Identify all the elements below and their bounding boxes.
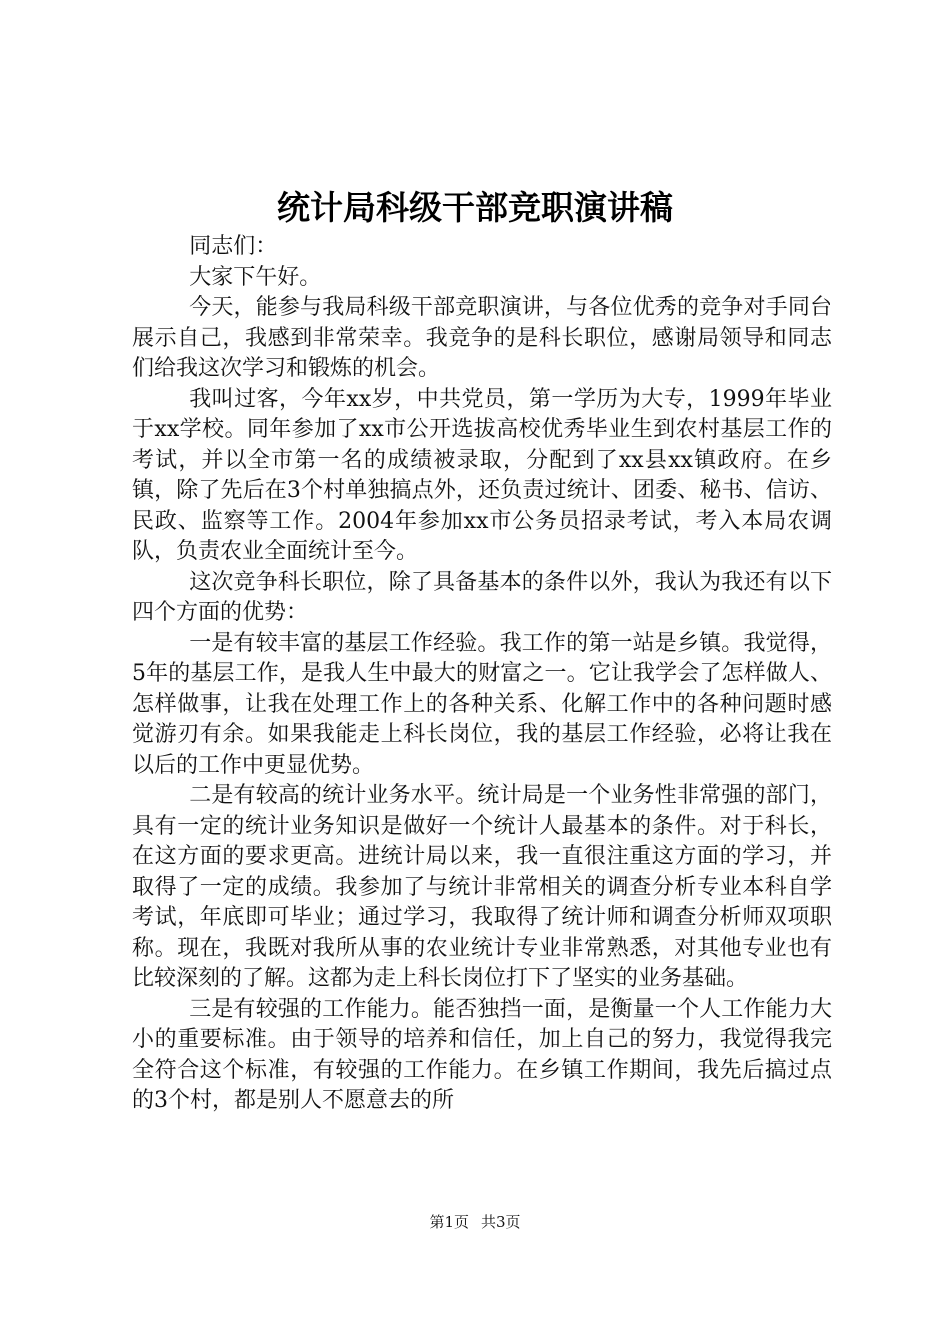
paragraph-greeting: 大家下午好。: [189, 264, 322, 290]
paragraph-advantage-2: 二是有较高的统计业务水平。统计局是一个业务性非常强的部门，具有一定的统计业务知识是做好一个统计人最基本的条件。对于科长，在这方面的要求更高。进统计局以来，我一直很注重这方面的学习，并取得了一定的成绩。我参加了与统计非常相关的调查分析专业本科自学考试，年底即可毕业；通过学习，我取得了统计师和调查分析师双项职称。现在，我既对我所从事的农业统计专业非常熟悉，对其他专业也有比较深刻的了解。这都为走上科长岗位打下了坚实的业务基础。: [132, 783, 832, 991]
page-number: 第1页: [429, 1213, 469, 1231]
paragraph-intro: 今天，能参与我局科级干部竞职演讲，与各位优秀的竞争对手同台展示自己，我感到非常荣幸。我竞争的是科长职位，感谢局领导和同志们给我这次学习和锻炼的机会。: [132, 295, 832, 381]
paragraph-advantages-lead: 这次竞争科长职位，除了具备基本的条件以外，我认为我还有以下四个方面的优势：: [132, 569, 832, 625]
paragraph-salutation: 同志们：: [189, 234, 278, 259]
page-total: 共3页: [481, 1213, 521, 1231]
document-body: [132, 232, 832, 1117]
paragraph-advantage-1: 一是有较丰富的基层工作经验。我工作的第一站是乡镇。我觉得，5年的基层工作，是我人生中最大的财富之一。它让我学会了怎样做人、怎样做事，让我在处理工作上的各种关系、化解工作中的各种问题时感觉游刃有余。如果我能走上科长岗位，我的基层工作经验，必将让我在以后的工作中更显优势。: [132, 630, 832, 778]
document-title: 统计局科级干部竞职演讲稿: [277, 188, 673, 227]
paragraph-background: 我叫过客，今年xx岁，中共党员，第一学历为大专，1999年毕业于xx学校。同年参加了xx市公开选拔高校优秀毕业生到农村基层工作的考试，并以全市第一名的成绩被录取，分配到了xx县xx镇政府。在乡镇，除了先后在3个村单独搞点外，还负责过统计、团委、秘书、信访、民政、监察等工作。2004年参加xx市公务员招录考试，考入本局农调队，负责农业全面统计至今。: [132, 386, 832, 564]
paragraph-advantage-3: 三是有较强的工作能力。能否独挡一面，是衡量一个人工作能力大小的重要标准。由于领导的培养和信任，加上自己的努力，我觉得我完全符合这个标准，有较强的工作能力。在乡镇工作期间，我先后搞过点的3个村，都是别人不愿意去的所: [132, 996, 832, 1113]
page-footer: [0, 1212, 950, 1232]
